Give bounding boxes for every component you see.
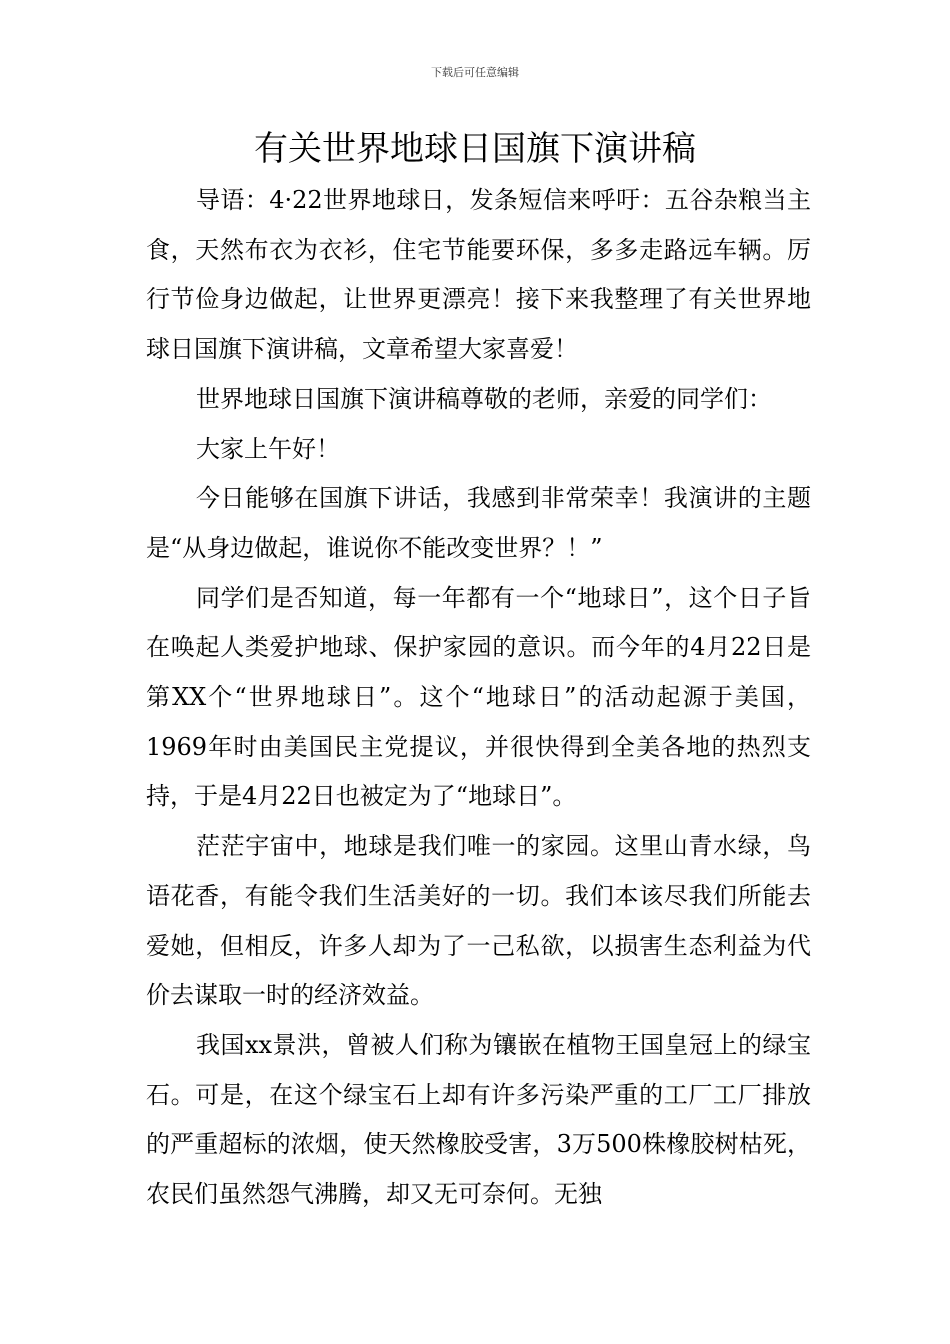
paragraph-home-planet: 茫茫宇宙中，地球是我们唯一的家园。这里山青水绿，鸟语花香，有能令我们生活美好的一切。我们本该尽我们所能去爱她，但相反，许多人却为了一己私欲，以损害生态利益为代价去谋取一时的经济效益。 — [146, 832, 811, 1010]
document-body — [146, 176, 811, 1220]
header-note: 下载后可任意编辑 — [431, 66, 519, 79]
paragraph-pollution-example: 我国xx景洪，曾被人们称为镶嵌在植物王国皇冠上的绿宝石。可是，在这个绿宝石上却有许多污染严重的工厂工厂排放的严重超标的浓烟，使天然橡胶受害，3万500株橡胶树枯死，农民们虽然怨气沸腾，却又无可奈何。无独 — [146, 1030, 811, 1209]
paragraph-intro: 导语：4·22世界地球日，发条短信来呼吁：五谷杂粮当主食，天然布衣为衣衫，住宅节能要环保，多多走路远车辆。厉行节俭身边做起，让世界更漂亮！接下来我整理了有关世界地球日国旗下演讲稿，文章希望大家喜爱！ — [146, 186, 811, 364]
document-title: 有关世界地球日国旗下演讲稿 — [254, 129, 696, 169]
paragraph-earth-day-origin: 同学们是否知道，每一年都有一个“地球日”，这个日子旨在唤起人类爱护地球、保护家园的意识。而今年的4月22日是第XX个“世界地球日”。这个“地球日”的活动起源于美国，1969年时由美国民主党提议，并很快得到全美各地的热烈支持，于是4月22日也被定为了“地球日”。 — [146, 583, 811, 811]
paragraph-greeting: 大家上午好！ — [196, 434, 340, 463]
paragraph-topic: 今日能够在国旗下讲话，我感到非常荣幸！我演讲的主题是“从身边做起，谁说你不能改变世界？！” — [146, 484, 811, 562]
paragraph-salutation: 世界地球日国旗下演讲稿尊敬的老师，亲爱的同学们： — [196, 384, 772, 413]
